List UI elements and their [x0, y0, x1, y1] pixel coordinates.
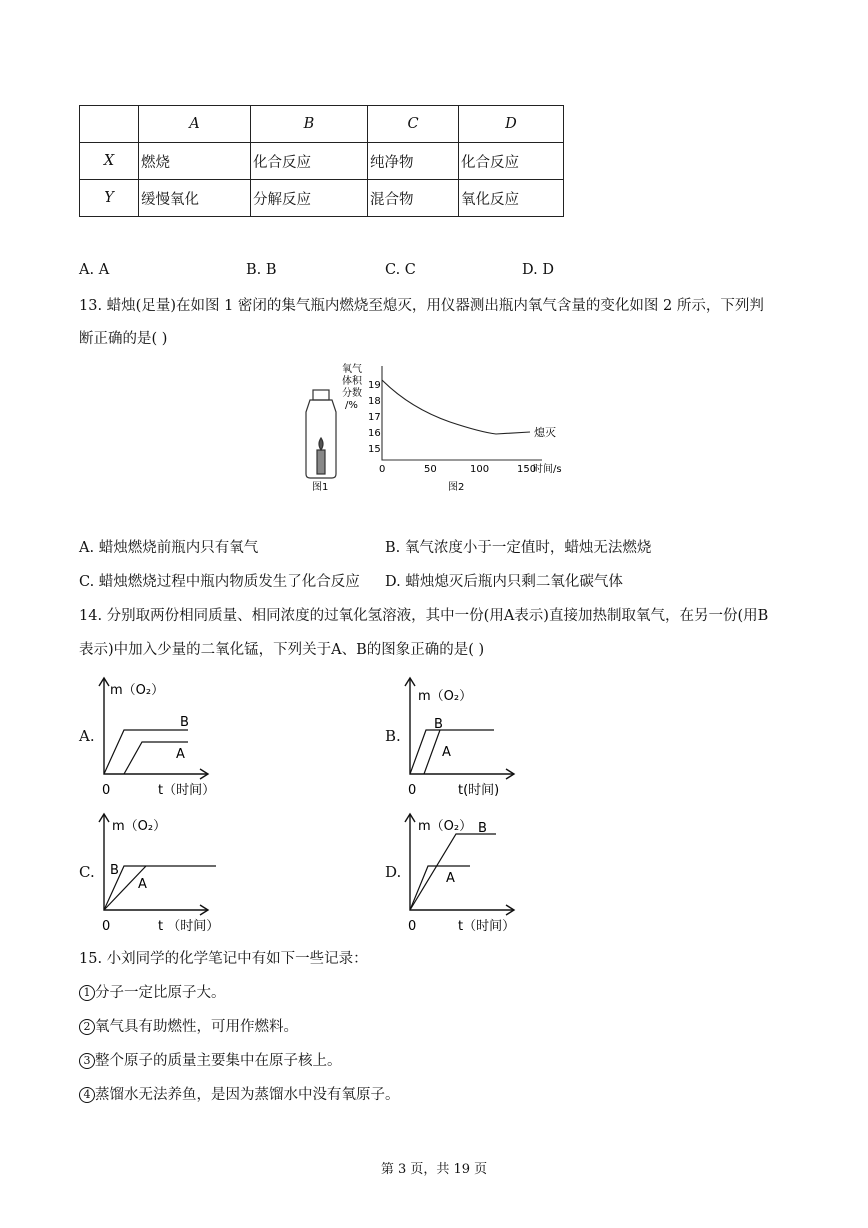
fig1-caption: 图1 [312, 482, 329, 493]
fig2-xtick: 0 [379, 464, 386, 475]
fig2-curve-label: 熄灭 [534, 426, 556, 439]
table-cell [80, 106, 139, 143]
fig2-ylabel-line: 氧气 [342, 364, 362, 375]
q15-item [79, 983, 226, 1003]
q13-option-c: C. 蜡烛燃烧过程中瓶内物质发生了化合反应 [79, 574, 360, 590]
graph-ylabel: m（O₂） [418, 819, 473, 834]
fig2-ytick: 16 [368, 428, 381, 439]
table-header-c: C [368, 106, 459, 143]
graph-origin: 0 [408, 783, 417, 798]
graph-lower-label: A [446, 871, 455, 886]
graph-lower-label: A [176, 747, 185, 762]
fig2-xlabel: 时间/s [533, 464, 562, 475]
q13-stem-line2: 断正确的是( ) [79, 331, 168, 347]
table-cell: 混合物 [368, 180, 459, 217]
graph-ylabel: m（O₂） [110, 683, 165, 698]
table-header-a: A [139, 106, 251, 143]
table-header-b: B [251, 106, 368, 143]
circled-number: 4 [79, 1087, 95, 1103]
fig2-ytick: 15 [368, 444, 381, 455]
graph-xlabel: t（时间） [458, 919, 516, 934]
bottle-diagram [306, 390, 336, 478]
table-header-row [80, 106, 564, 143]
graph-origin: 0 [102, 919, 111, 934]
curve-a [424, 730, 440, 774]
q14-stem-line2: 表示)中加入少量的二氧化锰，下列关于A、B的图象正确的是( ) [79, 642, 485, 658]
graph-lower-label: A [442, 745, 451, 760]
q13-option-d: D. 蜡烛熄灭后瓶内只剩二氧化碳气体 [385, 574, 623, 590]
table-cell: 氧化反应 [459, 180, 564, 217]
graph-xlabel: t（时间） [158, 783, 216, 798]
circled-number: 2 [79, 1019, 95, 1035]
graph-upper-label: B [180, 715, 189, 730]
circled-number: 1 [79, 985, 95, 1001]
fig2-ytick: 19 [368, 380, 381, 391]
table-cell: 缓慢氧化 [139, 180, 251, 217]
q15-item-text: 蒸馏水无法养鱼，是因为蒸馏水中没有氧原子。 [95, 1087, 400, 1103]
q12-option-c: C. C [385, 262, 416, 278]
q15-item [79, 1017, 298, 1037]
q14-graph-d [404, 808, 554, 938]
fig2-axes [382, 366, 542, 460]
circled-number: 3 [79, 1053, 95, 1069]
fig2-ylabel-line: 体积 [342, 376, 362, 387]
table-cell: 燃烧 [139, 143, 251, 180]
graph-xlabel: t （时间） [158, 919, 220, 934]
table-cell: 化合反应 [251, 143, 368, 180]
table-header-d: D [459, 106, 564, 143]
fig2-ylabel-line: 分数 [342, 388, 362, 399]
q15-item [79, 1051, 342, 1071]
classification-table [79, 105, 564, 217]
fig2-xtick: 50 [424, 464, 437, 475]
q14-option-c-label: C. [79, 863, 95, 881]
q15-stem: 15. 小刘同学的化学笔记中有如下一些记录： [79, 951, 368, 967]
fig2-ytick: 17 [368, 412, 381, 423]
q14-option-a-label: A. [79, 727, 95, 745]
q15-item-text: 分子一定比原子大。 [95, 985, 226, 1001]
graph-xlabel: t(时间) [458, 783, 500, 798]
q13-figure [290, 358, 580, 498]
q13-option-b: B. 氧气浓度小于一定值时，蜡烛无法燃烧 [385, 540, 652, 556]
fig2-oxygen-curve [382, 380, 530, 434]
q14-graph-a [98, 672, 248, 802]
graph-origin: 0 [408, 919, 417, 934]
graph-ylabel: m（O₂） [112, 819, 167, 834]
table-row [80, 180, 564, 217]
table-cell: 化合反应 [459, 143, 564, 180]
q12-option-d: D. D [522, 262, 554, 278]
table-row-label: Y [80, 180, 139, 217]
graph-upper-label: B [434, 717, 443, 732]
q14-graph-b [404, 672, 554, 802]
curve-b [104, 866, 216, 910]
q14-stem-line1: 14. 分别取两份相同质量、相同浓度的过氧化氢溶液，其中一份(用A表示)直接加热制取氧气，在另一份(用B [79, 608, 769, 624]
table-row [80, 143, 564, 180]
page-footer: 第 3 页，共 19 页 [380, 1162, 488, 1177]
graph-ylabel: m（O₂） [418, 689, 473, 704]
table-cell: 分解反应 [251, 180, 368, 217]
q14-option-d-label: D. [385, 863, 402, 881]
fig2-xtick: 150 [517, 464, 537, 475]
q15-item-text: 氧气具有助燃性，可用作燃料。 [95, 1019, 298, 1035]
graph-upper-label: B [478, 821, 487, 836]
q14-option-b-label: B. [385, 727, 401, 745]
q12-option-a: A. A [79, 262, 110, 278]
q12-option-b: B. B [246, 262, 277, 278]
fig2-xtick: 100 [470, 464, 490, 475]
graph-lower-label: A [138, 877, 147, 892]
q15-item-text: 整个原子的质量主要集中在原子核上。 [95, 1053, 342, 1069]
curve-b [410, 730, 494, 774]
fig2-caption: 图2 [448, 482, 465, 493]
graph-origin: 0 [102, 783, 111, 798]
q14-graph-c [98, 808, 248, 938]
fig2-ytick: 18 [368, 396, 381, 407]
graph-upper-label: B [110, 863, 119, 878]
table-row-label: X [80, 143, 139, 180]
q13-stem-line1: 13. 蜡烛(足量)在如图 1 密闭的集气瓶内燃烧至熄灭，用仪器测出瓶内氧气含量的变化如图 2 所示，下列判 [79, 298, 764, 314]
table-cell: 纯净物 [368, 143, 459, 180]
curve-a [410, 866, 470, 910]
q13-option-a: A. 蜡烛燃烧前瓶内只有氧气 [79, 540, 259, 556]
q15-item [79, 1085, 400, 1105]
fig2-ylabel-line: /% [345, 400, 358, 411]
